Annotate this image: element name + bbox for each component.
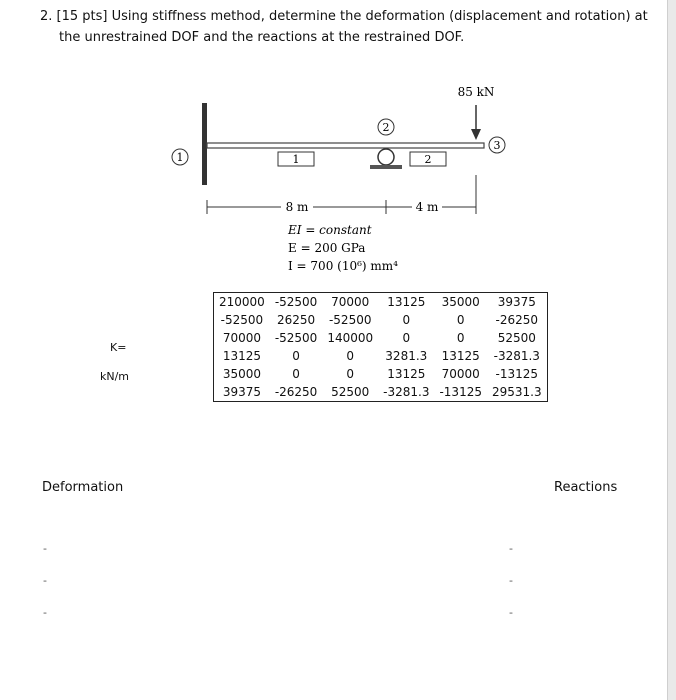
matrix-cell: 35000 — [222, 367, 261, 381]
matrix-cell: 26250 — [276, 313, 316, 327]
roller-ground — [370, 165, 402, 169]
matrix-cell: 39375 — [497, 295, 536, 309]
matrix-cell: 210000 — [219, 295, 265, 309]
matrix-cell: 0 — [456, 313, 465, 327]
matrix-cell: 52500 — [331, 385, 370, 399]
matrix-cell: 0 — [346, 349, 355, 363]
prop-e: E = 200 GPa — [288, 241, 366, 255]
matrix-cell: -26250 — [274, 385, 318, 399]
matrix-row-6 — [214, 383, 548, 402]
load-label: 85 kN — [457, 85, 495, 99]
load-arrow-head — [471, 129, 481, 140]
deformation-blank-2: - — [43, 574, 47, 587]
matrix-cell: 70000 — [441, 367, 480, 381]
matrix-cell: 0 — [292, 349, 300, 363]
reactions-blank-2: - — [509, 574, 513, 587]
reactions-blank-1: - — [509, 542, 513, 555]
beam-diagram — [0, 0, 676, 290]
stiffness-matrix — [213, 292, 548, 402]
reactions-heading: Reactions — [554, 480, 618, 495]
element-label-2: 2 — [424, 153, 432, 166]
matrix-cell: 13125 — [222, 349, 261, 363]
matrix-cell: 35000 — [441, 295, 480, 309]
matrix-cell: 140000 — [327, 331, 374, 345]
dim-span1: 8 m — [285, 200, 309, 214]
matrix-cell: 0 — [456, 331, 465, 345]
matrix-cell: -52500 — [328, 313, 372, 327]
matrix-label: K= — [110, 341, 127, 354]
matrix-row-3 — [214, 329, 548, 347]
roller-support — [378, 149, 394, 165]
matrix-cell: -13125 — [439, 385, 482, 399]
matrix-cell: 13125 — [441, 349, 480, 363]
element-label-1: 1 — [292, 153, 300, 166]
matrix-cell: 13125 — [387, 295, 426, 309]
matrix-cell: 29531.3 — [491, 385, 542, 399]
prop-ei: EI = constant — [288, 223, 372, 237]
matrix-cell: 70000 — [331, 295, 370, 309]
matrix-cell: -26250 — [495, 313, 539, 327]
matrix-cell: -13125 — [495, 367, 539, 381]
deformation-blank-1: - — [43, 542, 47, 555]
matrix-cell: -3281.3 — [383, 385, 430, 399]
matrix-cell: 0 — [346, 367, 355, 381]
fixed-support-wall — [202, 103, 207, 185]
reactions-blank-3: - — [509, 606, 513, 619]
problem-line-2: the unrestrained DOF and the reactions at the restrained DOF. — [59, 30, 465, 45]
matrix-cell: -52500 — [274, 331, 318, 345]
matrix-cell: 13125 — [387, 367, 426, 381]
matrix-cell: 0 — [292, 367, 300, 381]
matrix-cell: 39375 — [222, 385, 261, 399]
matrix-row-5 — [214, 365, 548, 383]
matrix-cell: 3281.3 — [385, 349, 428, 363]
prop-i: I = 700 (10⁶) mm⁴ — [288, 259, 398, 273]
node-label-3: 3 — [493, 139, 501, 152]
matrix-cell: 0 — [402, 313, 411, 327]
matrix-cell: 0 — [402, 331, 411, 345]
problem-line-1: 2. [15 pts] Using stiffness method, determine the deformation (displacement and rotation) at — [40, 9, 648, 24]
matrix-cell: -3281.3 — [493, 349, 540, 363]
matrix-row-4 — [214, 347, 548, 365]
stiffness-matrix-body — [214, 293, 548, 402]
matrix-cell: 70000 — [222, 331, 261, 345]
beam — [207, 143, 484, 148]
deformation-heading: Deformation — [42, 480, 124, 495]
matrix-units: kN/m — [100, 370, 130, 383]
matrix-cell: -52500 — [220, 313, 264, 327]
node-label-2: 2 — [382, 121, 390, 134]
dim-span2: 4 m — [415, 200, 439, 214]
matrix-row-1 — [214, 293, 548, 312]
matrix-row-2 — [214, 311, 548, 329]
node-label-1: 1 — [176, 151, 184, 164]
deformation-blank-3: - — [43, 606, 47, 619]
matrix-cell: -52500 — [274, 295, 318, 309]
matrix-cell: 52500 — [497, 331, 536, 345]
